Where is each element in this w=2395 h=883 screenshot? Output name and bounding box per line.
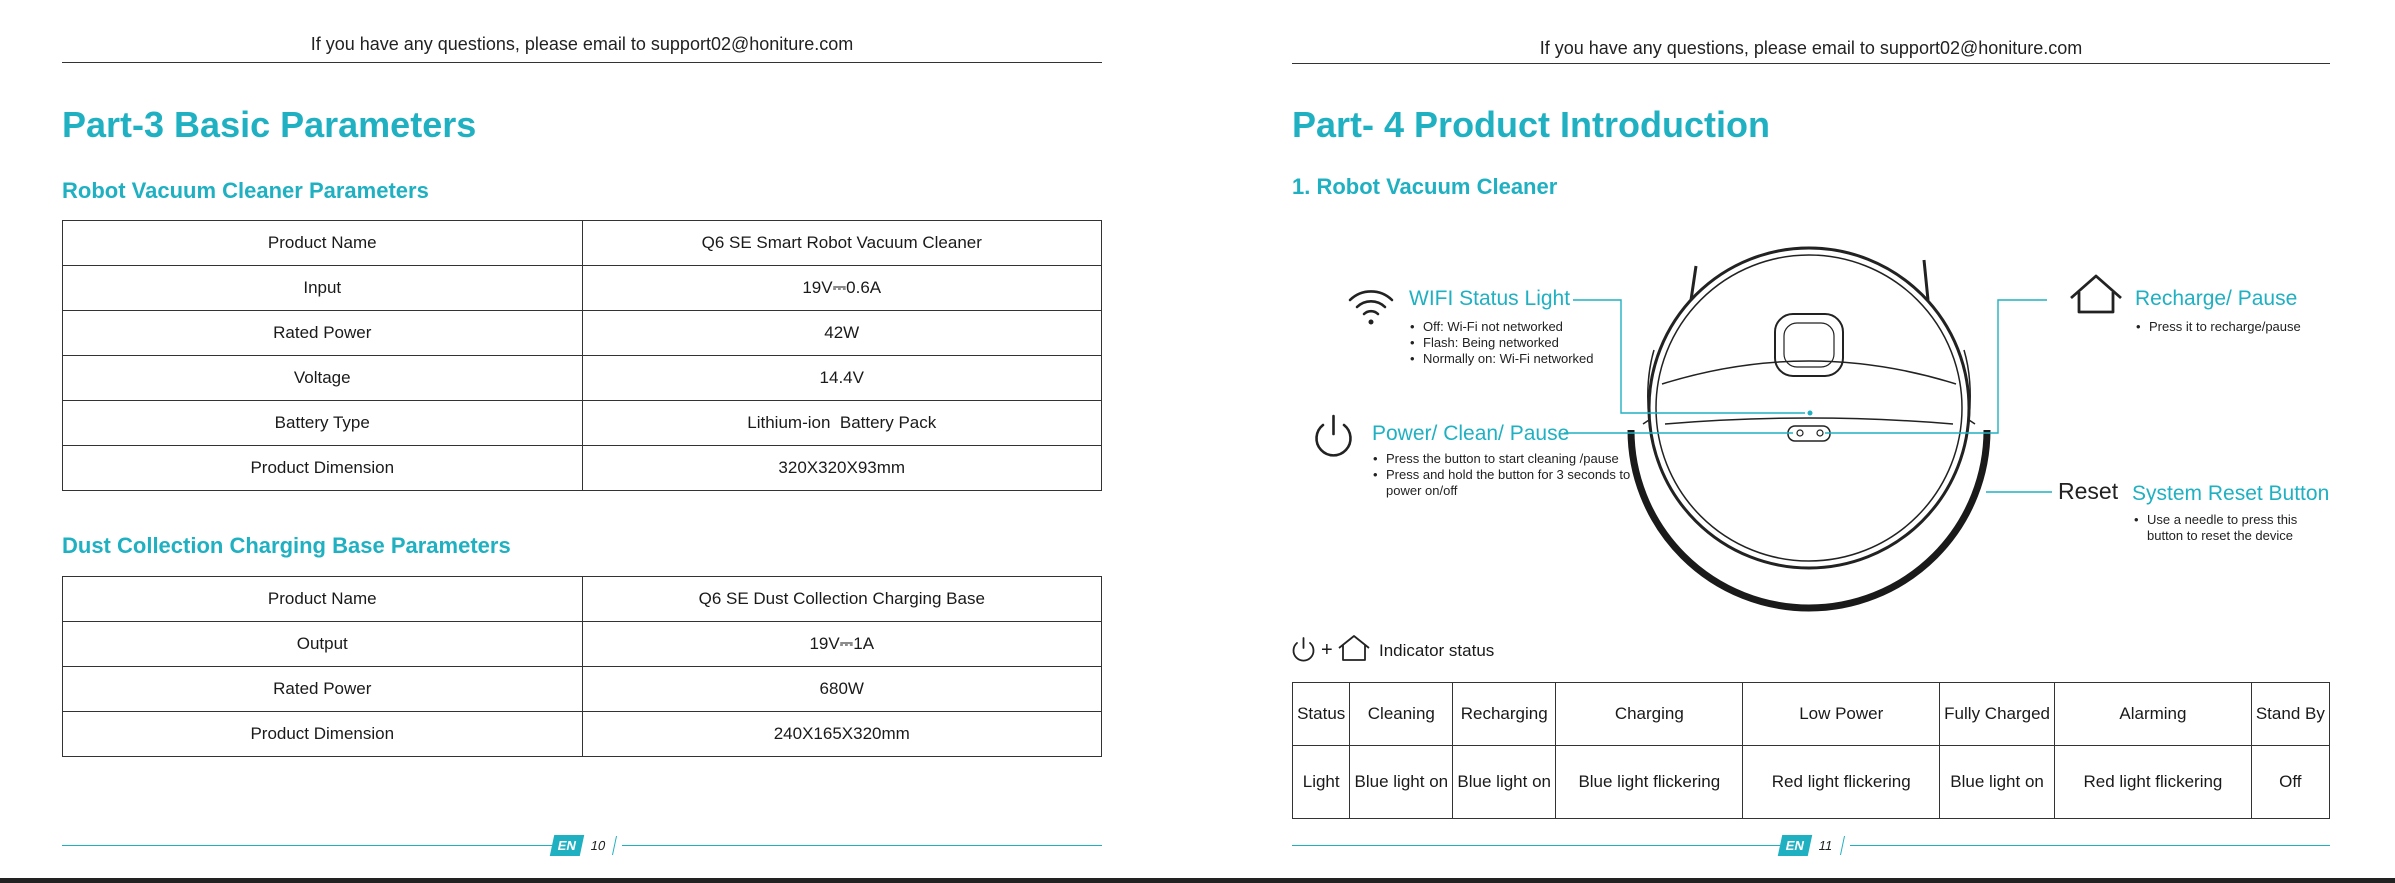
- power-bullets: [1373, 451, 1653, 499]
- footer-rule-right: [1850, 845, 2330, 846]
- table-row: [63, 667, 1102, 712]
- table-row: [63, 622, 1102, 667]
- list-item: • Press and hold the button for 3 seconds to power on/off: [1373, 467, 1653, 499]
- page-number: 10: [580, 836, 618, 855]
- robot-body: [1631, 248, 1987, 608]
- system-reset-button-title: System Reset Button: [2132, 482, 2330, 505]
- status-header-cell: Low Power: [1743, 683, 1940, 746]
- param-value: 19V⎓0.6A: [582, 266, 1102, 311]
- base-params-table: [62, 576, 1102, 757]
- table-row: [63, 577, 1102, 622]
- bottom-border: [0, 878, 2395, 883]
- param-value: 42W: [582, 311, 1102, 356]
- footer-rule-left: [1292, 845, 1780, 846]
- manual-page-10: [0, 0, 1197, 878]
- list-item: • Off: Wi-Fi not networked: [1410, 319, 1640, 335]
- param-label: Rated Power: [63, 667, 583, 712]
- param-label: Product Name: [63, 221, 583, 266]
- table-row: [63, 712, 1102, 757]
- status-value-cell: Blue light on: [1453, 746, 1556, 819]
- table-row: [63, 266, 1102, 311]
- status-value-cell: Blue light on: [1350, 746, 1453, 819]
- table-row: [63, 401, 1102, 446]
- wifi-status-light-title: WIFI Status Light: [1409, 287, 1571, 310]
- status-value-cell: Blue light flickering: [1556, 746, 1743, 819]
- reset-label: Reset: [2058, 478, 2119, 504]
- param-value: 14.4V: [582, 356, 1102, 401]
- param-value: Q6 SE Dust Collection Charging Base: [582, 577, 1102, 622]
- wifi-status-led: [1808, 411, 1813, 416]
- status-value-cell: Light: [1293, 746, 1350, 819]
- status-header-cell: Cleaning: [1350, 683, 1453, 746]
- table-row: [63, 311, 1102, 356]
- list-item: • Press it to recharge/pause: [2136, 319, 2336, 335]
- manual-page-11: [1197, 0, 2395, 878]
- wifi-icon: [1350, 291, 1392, 324]
- param-label: Input: [63, 266, 583, 311]
- side-brush-right: [1924, 260, 1928, 300]
- support-email-header: If you have any questions, please email to support02@honiture.com: [1539, 38, 2083, 58]
- param-value: Q6 SE Smart Robot Vacuum Cleaner: [582, 221, 1102, 266]
- param-label: Product Dimension: [63, 446, 583, 491]
- param-value: 19V⎓1A: [582, 622, 1102, 667]
- list-item: • Press the button to start cleaning /pause: [1373, 451, 1653, 467]
- status-value-cell: Red light flickering: [2055, 746, 2252, 819]
- page-title: Part-3 Basic Parameters: [62, 104, 477, 145]
- power-clean-pause-title: Power/ Clean/ Pause: [1372, 422, 1570, 445]
- recharge-bullets: [2136, 319, 2336, 335]
- power-icon: [1317, 416, 1351, 455]
- status-header-cell: Alarming: [2055, 683, 2252, 746]
- language-tag: EN: [1778, 835, 1813, 856]
- robot-params-table: [62, 220, 1102, 491]
- base-params-heading: Dust Collection Charging Base Parameters: [62, 533, 511, 558]
- param-value: Lithium-ion Battery Pack: [582, 401, 1102, 446]
- reset-bullets: [2134, 512, 2314, 544]
- table-row: [63, 221, 1102, 266]
- status-header-cell: Stand By: [2251, 683, 2329, 746]
- param-label: Product Name: [63, 577, 583, 622]
- table-row: [1293, 683, 2330, 746]
- page-number-badge: [552, 834, 616, 856]
- status-value-cell: Red light flickering: [1743, 746, 1940, 819]
- home-icon: [2071, 276, 2121, 312]
- footer-rule-left: [62, 845, 552, 846]
- page-title: Part- 4 Product Introduction: [1292, 104, 1771, 145]
- param-value: 320X320X93mm: [582, 446, 1102, 491]
- home-icon: [1339, 636, 1369, 660]
- param-label: Product Dimension: [63, 712, 583, 757]
- list-item: • Flash: Being networked: [1410, 335, 1640, 351]
- header-rule: [62, 62, 1102, 63]
- status-value-cell: Blue light on: [1940, 746, 2055, 819]
- language-tag: EN: [550, 835, 585, 856]
- status-header-cell: Charging: [1556, 683, 1743, 746]
- page-number: 11: [1808, 836, 1845, 855]
- recharge-pause-title: Recharge/ Pause: [2135, 287, 2298, 310]
- list-item: • Use a needle to press this button to reset the device: [2134, 512, 2314, 544]
- support-email-header: If you have any questions, please email to support02@honiture.com: [310, 34, 854, 54]
- indicator-status-label: Indicator status: [1379, 641, 1495, 660]
- status-value-cell: Off: [2251, 746, 2329, 819]
- param-value: 240X165X320mm: [582, 712, 1102, 757]
- param-label: Voltage: [63, 356, 583, 401]
- table-row: [63, 356, 1102, 401]
- param-value: 680W: [582, 667, 1102, 712]
- table-row: [63, 446, 1102, 491]
- power-icon: [1294, 638, 1314, 661]
- param-label: Output: [63, 622, 583, 667]
- status-header-cell: Fully Charged: [1940, 683, 2055, 746]
- section-heading: 1. Robot Vacuum Cleaner: [1292, 174, 1558, 199]
- param-label: Rated Power: [63, 311, 583, 356]
- plus-sign: +: [1321, 639, 1333, 661]
- list-item: • Normally on: Wi-Fi networked: [1410, 351, 1640, 367]
- robot-params-heading: Robot Vacuum Cleaner Parameters: [62, 178, 429, 203]
- status-header-cell: Recharging: [1453, 683, 1556, 746]
- page-number-badge: [1780, 834, 1843, 856]
- status-header-cell: Status: [1293, 683, 1350, 746]
- wifi-status-bullets: [1410, 319, 1640, 367]
- table-row: [1293, 746, 2330, 819]
- footer-rule-right: [622, 845, 1102, 846]
- param-label: Battery Type: [63, 401, 583, 446]
- indicator-status-table: [1292, 682, 2330, 819]
